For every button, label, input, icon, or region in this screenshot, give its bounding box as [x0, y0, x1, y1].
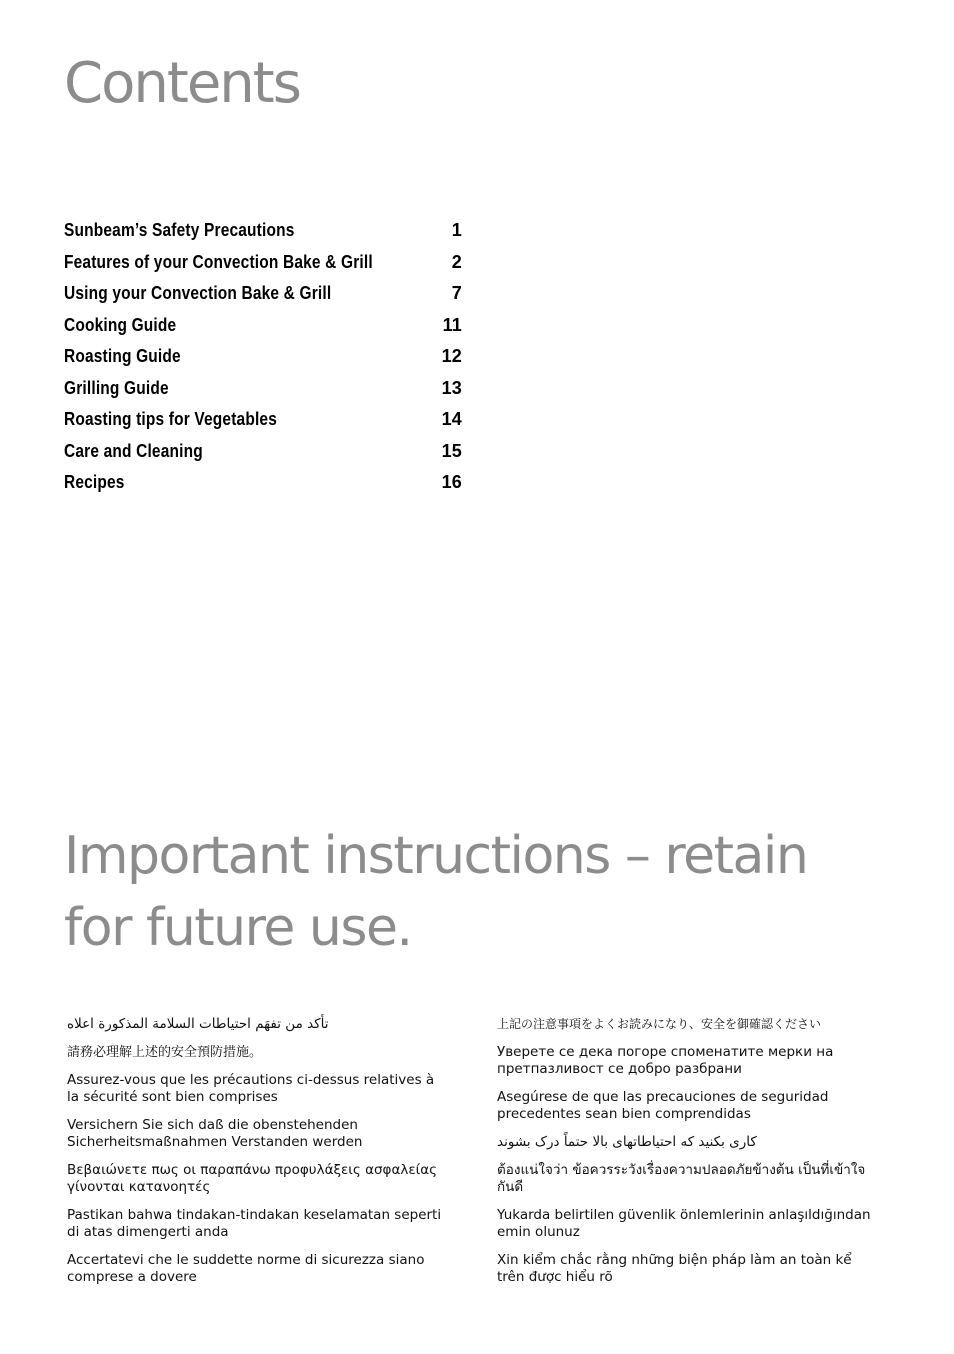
- toc-entry-title: Sunbeam’s Safety Precautions: [64, 220, 295, 240]
- translation-turkish: Yukarda belirtilen güvenlik önlemlerinin anlaşıldığından emin olunuz: [497, 1207, 871, 1240]
- translation-chinese: 請務必理解上述的安全預防措施。: [67, 1045, 263, 1060]
- translation-indonesian: Pastikan bahwa tindakan-tindakan keselamatan seperti di atas dimengerti anda: [67, 1207, 442, 1240]
- toc-entry-safety-precautions[interactable]: [64, 220, 462, 252]
- toc-entry-page: 11: [442, 314, 462, 335]
- translation-macedonian: Уверете се дека погоре споменатите мерки на претпазливост се добро разбрани: [497, 1044, 834, 1077]
- toc-entry-grilling-guide[interactable]: [64, 378, 462, 410]
- toc-entry-title: Features of your Convection Bake & Grill: [64, 251, 373, 272]
- translation-italian: Accertatevi che le suddette norme di sicurezza siano comprese a dovere: [67, 1252, 425, 1285]
- toc-entry-page: 14: [441, 409, 462, 429]
- translation-french: Assurez-vous que les précautions ci-dessus relatives à la sécurité sont bien comprises: [67, 1072, 435, 1105]
- toc-entry-cooking-guide[interactable]: [64, 315, 462, 347]
- toc-entry-features[interactable]: [64, 252, 462, 284]
- toc-entry-using[interactable]: [64, 283, 462, 315]
- toc-entry-recipes[interactable]: [64, 472, 462, 504]
- toc-entry-title: Grilling Guide: [64, 377, 169, 398]
- translation-japanese: 上記の注意事項をよくお読みになり、安全を御確認ください: [497, 1017, 822, 1031]
- translations-left-column: [67, 1016, 447, 1297]
- toc-entry-roasting-tips[interactable]: [64, 409, 462, 441]
- translation-spanish: Asegúrese de que las precauciones de seguridad precedentes sean bien comprendidas: [497, 1089, 829, 1122]
- toc-entry-page: 12: [441, 346, 462, 366]
- toc-entry-title: Using your Convection Bake & Grill: [64, 283, 332, 303]
- translation-arabic: تأكد من تفهَم احتياطات السلامة المذكورة اعلاه: [67, 1016, 329, 1032]
- translation-persian: کاری بکنید که احتیاطاتهای بالا حتماً درک بشوند: [497, 1134, 757, 1150]
- toc-entry-page: 16: [441, 472, 462, 492]
- translation-thai: ต้องแน่ใจว่า ข้อควรระวังเรื่องความปลอดภัยข้างต้น เป็นที่เข้าใจกันดี: [497, 1162, 866, 1195]
- toc-entry-title: Cooking Guide: [64, 314, 177, 335]
- toc-entry-page: 13: [441, 377, 462, 398]
- toc-entry-page: 7: [451, 283, 462, 303]
- toc-entry-title: Care and Cleaning: [64, 440, 203, 461]
- toc-entry-page: 2: [451, 251, 462, 272]
- toc-entry-roasting-guide[interactable]: [64, 346, 462, 378]
- toc-entry-page: 1: [451, 220, 462, 240]
- toc-entry-title: Roasting tips for Vegetables: [64, 409, 277, 429]
- toc-entry-title: Recipes: [64, 472, 125, 492]
- toc-entry-title: Roasting Guide: [64, 346, 181, 366]
- table-of-contents: [64, 220, 462, 504]
- page-title: Contents: [64, 51, 300, 116]
- important-instructions-heading: Important instructions – retain for future use.: [64, 826, 808, 958]
- toc-entry-page: 15: [441, 440, 462, 461]
- translation-vietnamese: Xin kiểm chắc rằng những biện pháp làm an toàn kể trên được hiểu rõ: [497, 1252, 852, 1285]
- translations-right-column: [497, 1016, 877, 1297]
- translation-greek: Βεβαιώνετε πως οι παραπάνω προφυλάξεις ασφαλείας γίνονται κατανοητές: [67, 1162, 438, 1195]
- toc-entry-care-cleaning[interactable]: [64, 441, 462, 473]
- translation-german: Versichern Sie sich daß die obenstehenden Sicherheitsmaßnahmen Verstanden werden: [67, 1117, 363, 1150]
